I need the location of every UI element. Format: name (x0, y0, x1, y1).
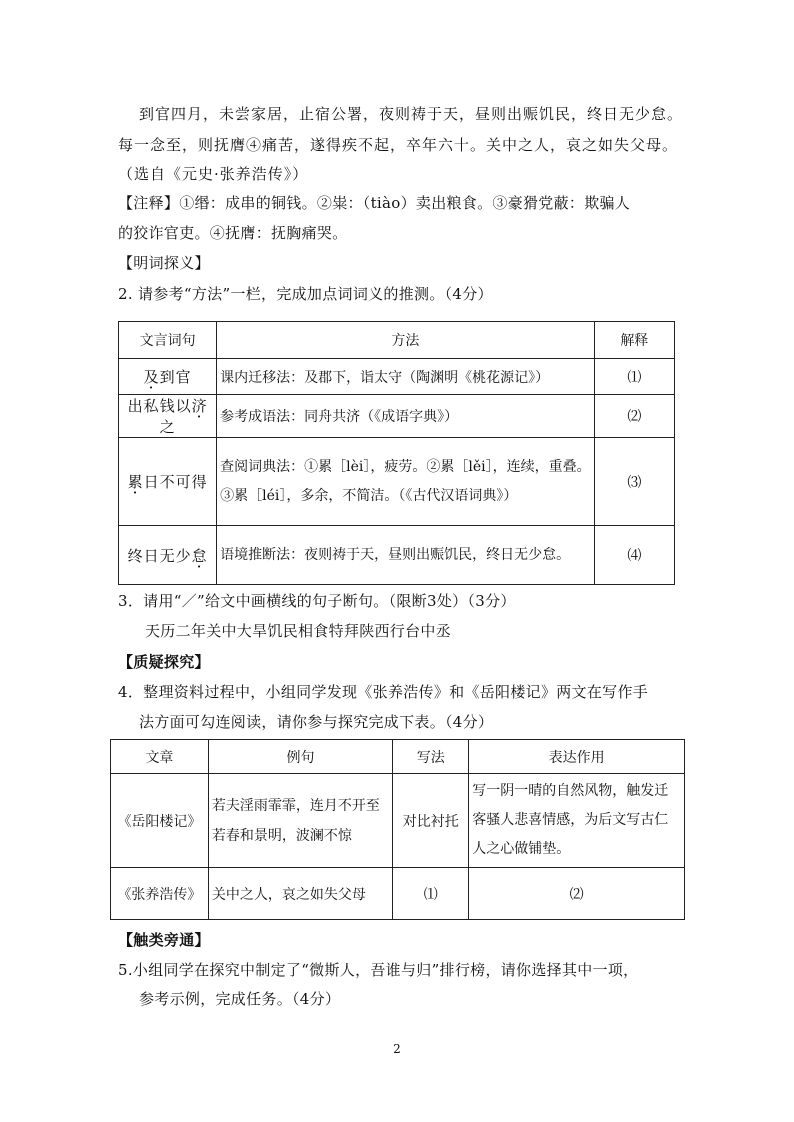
article-cell: 《岳阳楼记》 (111, 774, 209, 868)
technique-table (110, 739, 685, 920)
phrase-cell: 及到官 (119, 359, 217, 395)
method-cell: 课内迁移法：及郡下，诣太守（陶渊明《桃花源记》） (217, 359, 594, 395)
answer-blank[interactable]: ⑷ (594, 526, 674, 585)
phrase-cell: 终日无少怠 (119, 526, 217, 585)
notes-line-2: 的狡诈官吏。④抚膺：抚胸痛哭。 (118, 224, 348, 242)
table-row (119, 526, 675, 585)
dotted-char: 济 (191, 397, 208, 415)
header-technique: 写法 (393, 740, 469, 774)
technique-cell: 对比衬托 (393, 774, 469, 868)
passage-line-1: 到官四月，未尝家居，止宿公署，夜则祷于天，昼则出赈饥民，终日无少怠。 (139, 105, 684, 123)
effect-cell: 写一阴一晴的自然风物，触发迁客骚人悲喜情感，为后文写古仁人之心做铺垫。 (469, 774, 685, 868)
word-meaning-table (118, 321, 675, 585)
passage-source: （选自《元史·张养浩传》） (118, 165, 309, 183)
notes-line-1: 【注释】①缗：成串的铜钱。②粜：（tiào）卖出粮食。③豪猾党蔽：欺骗人 (118, 194, 631, 212)
question-5-text-2: 参考示例，完成任务。（4分） (139, 990, 341, 1008)
example-cell: 若夫淫雨霏霏，连月不开至若春和景明，波澜不惊 (208, 774, 392, 868)
header-phrase: 文言词句 (119, 322, 217, 359)
answer-blank[interactable]: ⑴ (594, 359, 674, 395)
method-cell: 查阅词典法：①累［lèi］，疲劳。②累［lěi］，连续，重叠。③累［léi］，多余，不简洁。（《古代汉语词典》） (217, 438, 594, 526)
header-method: 方法 (217, 322, 594, 359)
dotted-char: 怠 (191, 546, 208, 565)
phrase-cell: 累日不可得 (119, 438, 217, 526)
question-2-text: 2. 请参考“方法”一栏，完成加点词词义的推测。（4分） (118, 285, 493, 303)
table-header-row (119, 322, 675, 359)
article-cell: 《张养浩传》 (111, 868, 209, 920)
question-4-text-1: 4．整理资料过程中，小组同学发现《张养浩传》和《岳阳楼记》两文在写作手 (118, 683, 649, 701)
header-article: 文章 (111, 740, 209, 774)
answer-blank[interactable]: ⑵ (469, 868, 685, 920)
header-example: 例句 (208, 740, 392, 774)
question-4-text-2: 法方面可勾连阅读，请你参与探究完成下表。（4分） (139, 713, 494, 731)
section-title-ming-ci: 【明词探义】 (118, 254, 210, 272)
page-number: 2 (393, 1042, 401, 1056)
section-title-chu-lei: 【触类旁通】 (118, 931, 210, 949)
table-row (119, 359, 675, 395)
answer-blank[interactable]: ⑶ (594, 438, 674, 526)
section-title-zhi-yi: 【质疑探究】 (118, 653, 210, 671)
answer-blank[interactable]: ⑵ (594, 395, 674, 438)
phrase-cell: 出私钱以济之 (119, 395, 217, 438)
dotted-char: 累 (127, 473, 144, 491)
method-cell: 参考成语法：同舟共济（《成语字典》） (217, 395, 594, 438)
question-5-text-1: 5.小组同学在探究中制定了“微斯人，吾谁与归”排行榜，请你选择其中一项， (118, 961, 639, 979)
table-row (119, 395, 675, 438)
passage-line-2: 每一念至，则抚膺④痛苦，遂得疾不起，卒年六十。关中之人，哀之如失父母。 (118, 136, 679, 154)
example-cell: 关中之人，哀之如失父母 (208, 868, 392, 920)
question-3-text: 3．请用“／”给文中画横线的句子断句。（限断3处）（3分） (118, 592, 516, 610)
method-cell: 语境推断法：夜则祷于天，昼则出赈饥民，终日无少怠。 (217, 526, 594, 585)
question-3-sentence: 天历二年关中大旱饥民相食特拜陕西行台中丞 (145, 622, 452, 640)
header-explanation: 解释 (594, 322, 674, 359)
answer-blank[interactable]: ⑴ (393, 868, 469, 920)
table-row (119, 438, 675, 526)
table-header-row (111, 740, 685, 774)
table-row (111, 774, 685, 868)
table-row (111, 868, 685, 920)
dotted-char: 及 (143, 368, 160, 386)
header-effect: 表达作用 (469, 740, 685, 774)
